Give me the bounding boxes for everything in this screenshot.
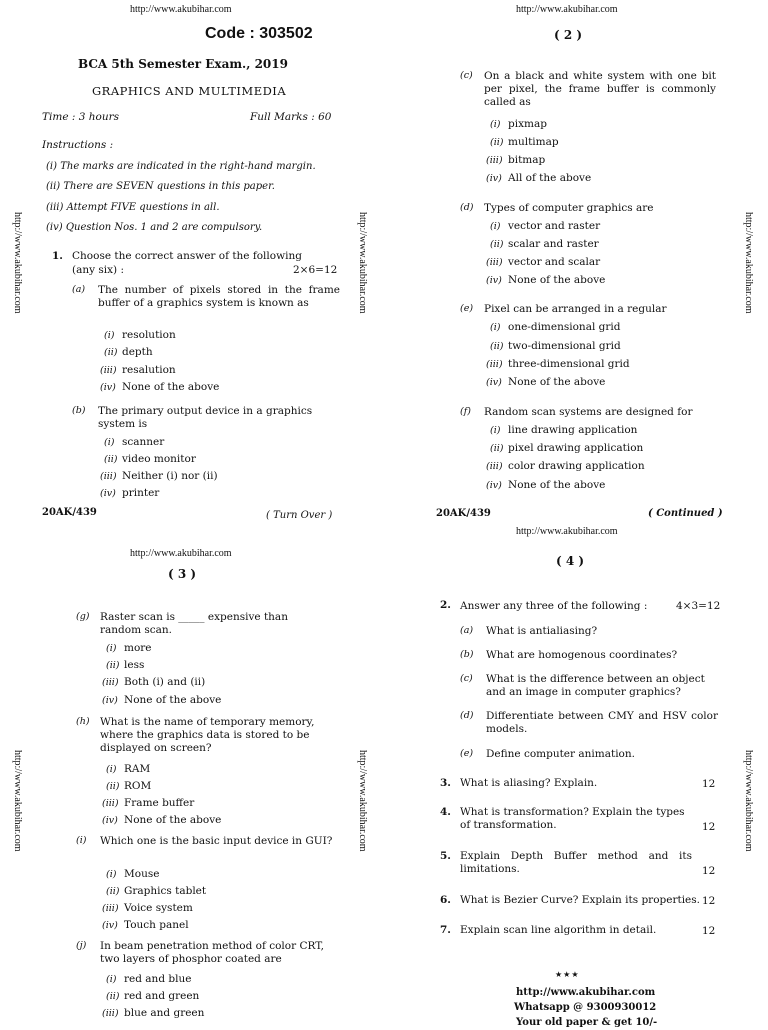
footer-url[interactable]: http://www.akubihar.com <box>516 987 656 998</box>
side-url[interactable]: http://www.akubihar.com <box>743 212 754 314</box>
question-marks: 12 <box>702 925 716 937</box>
option: (iii) Neither (i) nor (ii) <box>100 470 218 482</box>
header-url[interactable]: http://www.akubihar.com <box>516 4 618 15</box>
option: (ii) ROM <box>106 780 152 792</box>
option: (iii) Both (i) and (ii) <box>102 676 206 688</box>
question-number: 7. <box>440 924 451 936</box>
option: (i) vector and raster <box>490 220 601 232</box>
page-1: http://www.akubihar.com Code : 303502 BCA 5th Semester Exam., 2019 GRAPHICS AND MULTIMEDIA Time : 3 hours Full Marks : 60 Instructions : (i) The marks are indicated in the right-hand margin. (ii) There are SEVEN questions in this paper. (iii) Attempt FIVE questions in all. (iv) Question Nos. 1 and 2 are compulsory. 1. Choose the correct answer of the following (any six) : 2×6=12 (a) The number of pixels stored in the frame buffer of a graphics system is known as (i) resolution (ii) depth (iii) resalution (iv) None of the above (b) The primary output device in a graphics system is (i) scanner (ii) video monitor (iii) Neither (i) nor (ii) (iv) printer 20AK/439 ( Turn Over ) http://www.akubihar.com http://www.akubihar.com <box>12 4 368 521</box>
question-marks: 12 <box>702 865 716 877</box>
side-url[interactable]: http://www.akubihar.com <box>357 212 368 314</box>
side-url[interactable]: http://www.akubihar.com <box>12 750 23 852</box>
page-number: ( 2 ) <box>554 28 583 42</box>
option: (iii) three-dimensional grid <box>486 358 630 370</box>
exam-title: BCA 5th Semester Exam., 2019 <box>78 57 288 71</box>
instruction-item: (iii) Attempt FIVE questions in all. <box>46 202 220 213</box>
page-number: ( 4 ) <box>556 554 585 568</box>
question-text: What is Bezier Curve? Explain its properties. <box>460 894 700 906</box>
instructions-title: Instructions : <box>42 139 114 151</box>
instruction-item: (iv) Question Nos. 1 and 2 are compulsory. <box>46 222 263 233</box>
question-text: Answer any three of the following : <box>460 600 648 612</box>
question-number: 5. <box>440 850 451 862</box>
option: (i) one-dimensional grid <box>490 321 621 333</box>
question-marks: 2×6=12 <box>293 264 338 276</box>
side-url[interactable]: http://www.akubihar.com <box>743 750 754 852</box>
option: (iv) None of the above <box>102 814 222 826</box>
page-4: http://www.akubihar.com ( 4 ) 2. Answer any three of the following : 4×3=12 (a) What is antialiasing? (b) What are homogenous coordinates? (c) What is the difference between an object and an image in computer graphics? (d) Differentiate between CMY and HSV color models. (e) Define computer animation. 3. What is aliasing? Explain. 12 4. What is transformation? Explain the types of transformation. 12 5. Explain Depth Buffer method and its limitations. 12 6. What is Bezier Curve? Explain its properties. 12 7. Explain scan line algorithm in detail. 12 ★★★ http://www.akubihar.com Whatsapp @ 9300930012 Your old paper & get 10/- http://www.akubihar.com <box>440 526 754 1028</box>
question-text: Choose the correct answer of the following <box>72 250 302 262</box>
option: (iii) bitmap <box>486 154 546 166</box>
end-stars: ★★★ <box>555 970 580 979</box>
option: (iv) None of the above <box>486 274 606 286</box>
option: (i) line drawing application <box>490 424 638 436</box>
footer-code: 20AK/439 <box>436 508 491 519</box>
question-text: What is aliasing? Explain. <box>460 777 598 789</box>
question-number: 6. <box>440 894 451 906</box>
option: (i) RAM <box>106 763 151 775</box>
option: (ii) video monitor <box>104 453 196 465</box>
question-marks: 12 <box>702 821 716 833</box>
option: (iv) None of the above <box>102 694 222 706</box>
option: (iv) All of the above <box>486 172 592 184</box>
footer-note: ( Continued ) <box>648 508 723 519</box>
header-url[interactable]: http://www.akubihar.com <box>130 4 232 15</box>
option: (iii) color drawing application <box>486 460 645 472</box>
option: (iii) Voice system <box>102 902 193 914</box>
question-text: (any six) : <box>72 264 125 276</box>
question-number: 1. <box>52 250 63 262</box>
option: (iv) None of the above <box>100 381 220 393</box>
side-url[interactable]: http://www.akubihar.com <box>357 750 368 852</box>
subject-title: GRAPHICS AND MULTIMEDIA <box>92 84 287 98</box>
footer-code: 20AK/439 <box>42 507 97 518</box>
promo-line: Your old paper & get 10/- <box>516 1017 658 1028</box>
question-marks: 4×3=12 <box>676 600 721 612</box>
question-marks: 12 <box>702 895 716 907</box>
option: (ii) pixel drawing application <box>490 442 644 454</box>
option: (ii) multimap <box>490 136 559 148</box>
question-text: Explain scan line algorithm in detail. <box>460 924 657 936</box>
option: (i) scanner <box>104 436 165 448</box>
option: (ii) less <box>106 659 145 671</box>
option: (ii) depth <box>104 346 153 358</box>
question-number: 4. <box>440 806 451 818</box>
side-url[interactable]: http://www.akubihar.com <box>12 212 23 314</box>
option: (i) resolution <box>104 329 176 341</box>
instruction-item: (ii) There are SEVEN questions in this paper. <box>46 181 275 192</box>
option: (ii) two-dimensional grid <box>490 340 621 352</box>
question-marks: 12 <box>702 778 716 790</box>
option: (iv) printer <box>100 487 160 499</box>
option: (iii) resalution <box>100 364 176 376</box>
option: (iv) None of the above <box>486 479 606 491</box>
header-url[interactable]: http://www.akubihar.com <box>130 548 232 559</box>
option: (iii) vector and scalar <box>486 256 601 268</box>
option: (ii) Graphics tablet <box>106 885 207 897</box>
time-label: Time : 3 hours <box>42 111 120 123</box>
option: (iv) Touch panel <box>102 919 189 931</box>
footer-note: ( Turn Over ) <box>266 510 333 521</box>
option: (iv) None of the above <box>486 376 606 388</box>
instruction-item: (i) The marks are indicated in the right-hand margin. <box>46 161 316 172</box>
option: (iii) Frame buffer <box>102 797 195 809</box>
option: (iii) blue and green <box>102 1007 205 1019</box>
question-number: 2. <box>440 599 451 611</box>
page-3: http://www.akubihar.com ( 3 ) (g) Raster scan is _____ expensive than random scan. (i) more (ii) less (iii) Both (i) and (ii) (iv) None of the above (h) What is the name of temporary memory, where the graphics data is stored to be displayed on screen? (i) RAM (ii) ROM (iii) Frame buffer (iv) None of the above (i) Which one is the basic input device in GUI? (i) Mouse (ii) Graphics tablet (iii) Voice system (iv) Touch panel (j) In beam penetration method of color CRT, two layers of phosphor coated are (i) red and blue (ii) red and green (iii) blue and green http://www.akubihar.com http://www.akubihar.com <box>12 548 368 1019</box>
page-number: ( 3 ) <box>168 567 197 581</box>
paper-code: Code : 303502 <box>205 25 313 42</box>
option: (i) red and blue <box>106 973 192 985</box>
option: (i) Mouse <box>106 868 160 880</box>
option: (ii) red and green <box>106 990 200 1002</box>
option: (i) more <box>106 642 152 654</box>
full-marks: Full Marks : 60 <box>250 111 332 123</box>
page-2: http://www.akubihar.com ( 2 ) (c) On a black and white system with one bit per pixel, the frame buffer is commonly called as (i) pixmap (ii) multimap (iii) bitmap (iv) All of the above (d) Types of computer graphics are (i) vector and raster (ii) scalar and raster (iii) vector and scalar (iv) None of the above (e) Pixel can be arranged in a regular (i) one-dimensional grid (ii) two-dimensional grid (iii) three-dimensional grid (iv) None of the above (f) Random scan systems are designed for (i) line drawing application (ii) pixel drawing application (iii) color drawing application (iv) None of the above 20AK/439 ( Continued ) http://www.akubihar.com <box>436 4 754 519</box>
header-url[interactable]: http://www.akubihar.com <box>516 526 618 537</box>
option: (i) pixmap <box>490 118 547 130</box>
whatsapp-line: Whatsapp @ 9300930012 <box>514 1002 657 1013</box>
option: (ii) scalar and raster <box>490 238 599 250</box>
question-number: 3. <box>440 777 451 789</box>
